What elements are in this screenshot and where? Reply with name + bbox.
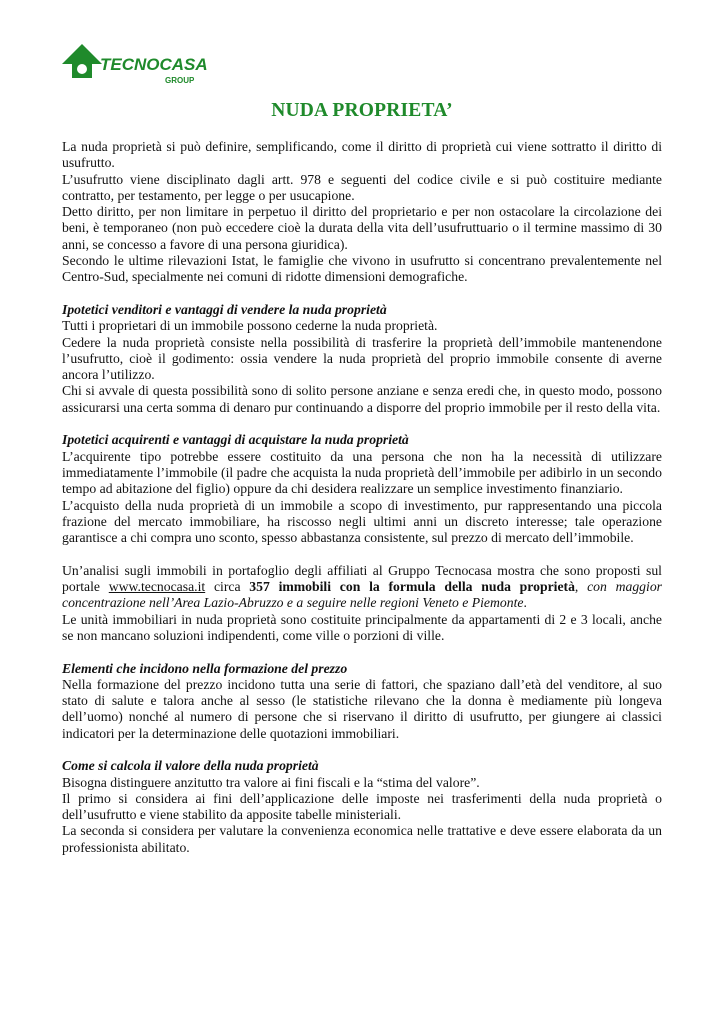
analysis-paragraph-2: Le unità immobiliari in nuda proprietà sono costituite principalmente da appartamenti di 2 e 3 locali, anche se non mancano soluzioni indipendenti, come ville o porzioni di ville. [62,611,662,643]
logo-brand-text: TECNOCASA [100,55,208,74]
analysis-text: , [574,579,588,595]
intro-paragraph: La nuda proprietà si può definire, semplificando, come il diritto di proprietà cui viene sottratto il diritto di usufrutto. [62,139,662,171]
buyers-paragraph: L’acquirente tipo potrebbe essere costituito da una persona che non ha la necessità di utilizzare immediatamente l’immobile (il padre che acquista la nuda proprietà dell’immobile per adibirlo in un secondo tempo ad abitazione del figlio) oppure da chi desidera realizzare un semplice investimento finanziario. [62,448,662,497]
tecnocasa-logo [60,40,210,88]
section-heading-buyers: Ipotetici acquirenti e vantaggi di acquistare la nuda proprietà [62,432,409,448]
tecnocasa-link[interactable]: www.tecnocasa.it [108,579,206,595]
analysis-text: circa [205,579,250,595]
document-body [62,139,662,856]
spacer [62,546,662,562]
analysis-text: . [523,595,527,611]
section-heading-value: Come si calcola il valore della nuda proprietà [62,758,319,774]
analysis-text: Un’analisi sugli immobili in portafoglio degli affiliati al Gruppo Tecnocasa mostra che sono proposti sul portale [62,562,662,595]
analysis-italic-text: con maggior concentrazione nell’Area Lazio-Abruzzo e a seguire nelle regioni Veneto e Piemonte [62,579,662,611]
value-paragraph: La seconda si considera per valutare la convenienza economica nelle trattative e deve essere elaborata da un professionista abilitato. [62,823,662,855]
intro-paragraph: Detto diritto, per non limitare in perpetuo il diritto del proprietario e per non ostacolare la circolazione dei beni, è temporaneo (non può eccedere cioè la durata della vita dell’usufruttuario o il termine massimo di 30 anni, se concesso a favore di una persona giuridica). [62,204,662,252]
price-paragraph: Nella formazione del prezzo incidono tutta una serie di fattori, che spaziano dall’età del venditore, al suo stato di salute e talora anche al sesso (le statistiche rilevano che la donna è mediamente più longeva dell’uomo) nonché al numero di persone che si riservano il diritto di usufrutto, per giungere ai classici indicatori per la determinazione delle quotazioni immobiliari. [62,676,662,741]
house-roof-icon [62,44,102,64]
intro-paragraph: Secondo le ultime rilevazioni Istat, le famiglie che vivono in usufrutto si concentrano prevalentemente nel Centro-Sud, specialmente nei comuni di ridotte dimensioni demografiche. [62,253,662,285]
spacer [62,416,662,432]
house-window-icon [77,64,87,74]
analysis-bold-text: 357 immobili con la formula della nuda proprietà [249,579,575,595]
logo-group-text: GROUP [165,76,195,85]
spacer [62,644,662,660]
buyers-paragraph: L’acquisto della nuda proprietà di un immobile a scopo di investimento, pur rappresentando una piccola frazione del mercato immobiliare, ha riscosso negli ultimi anni un discreto interesse; tale operazione garantisce a chi compra uno sconto, spesso abbastanza consistente, sul prezzo di mercato dell’immobile. [62,497,662,546]
intro-paragraph: L’usufrutto viene disciplinato dagli artt. 978 e seguenti del codice civile e si può costituire mediante contratto, per testamento, per legge o per usucapione. [62,171,662,203]
analysis-paragraph [62,563,662,612]
sellers-paragraph: Cedere la nuda proprietà consiste nella possibilità di trasferire la proprietà dell’immobile mantenendone l’usufrutto, cioè il godimento: ossia vendere la nuda proprietà del proprio immobile consente di averne ancora l’utilizzo. [62,334,662,383]
value-paragraph: Il primo si considera ai fini dell’applicazione delle imposte nei trasferimenti della nuda proprietà o dell’usufrutto e viene stabilito da apposite tabelle ministeriali. [62,790,662,823]
spacer [62,286,662,302]
spacer [62,742,662,758]
section-heading-price: Elementi che incidono nella formazione del prezzo [62,660,348,676]
sellers-paragraph: Chi si avvale di questa possibilità sono di solito persone anziane e senza eredi che, in questo modo, possono assicurarsi una certa somma di denaro pur continuando a disporre del proprio immobile per il resto della vita. [62,383,662,415]
section-heading-sellers: Ipotetici venditori e vantaggi di vendere la nuda proprietà [62,301,387,317]
page-title: NUDA PROPRIETA’ [271,100,453,121]
sellers-paragraph: Tutti i proprietari di un immobile possono cederne la nuda proprietà. [62,318,438,334]
value-paragraph: Bisogna distinguere anzitutto tra valore ai fini fiscali e la “stima del valore”. [62,774,480,790]
